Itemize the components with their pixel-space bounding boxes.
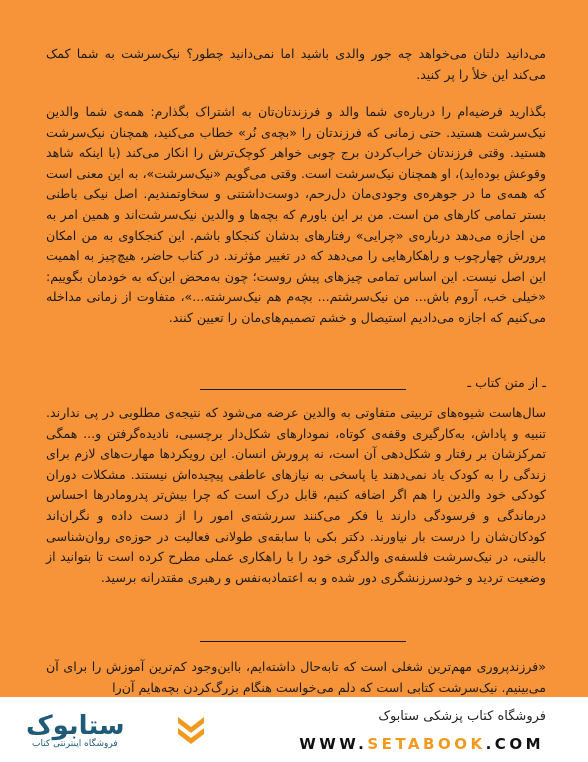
book-description-paragraph: سال‌هاست شیوه‌های تربیتی متفاوتی به والدین عرضه می‌شود که نتیجه‌ی مطلوبی در پی ندارند. تنبیه و پاداش، به‌کارگیری وقفه‌ی کوتاه، نمودارهای شکل‌دار برچسبی، نادیده‌گرفتن و... همگی تمرکزشان بر رفتار و شکل‌دهی آن است، نه پرورش انسان. این رویکردها مهارت‌های لازم برای زندگی را به کودک یاد نمی‌دهند یا پاسخی به نیازهای عاطفی پیچیده‌اش نیستند. مشکلات دوران کودکی خود والدین را هم اگر اضافه کنیم، قابل درک است که چرا بیش‌تر پدرومادرها احساس درماندگی و فرسودگی دارند یا فکر می‌کنند سررشته‌ی امور را از دست داده و نگران‌اند کودکان‌شان را درست بار نیاورند. دکتر بکی با سابقه‌ی طولانی فعالیت در حوزه‌ی روان‌شناسی بالینی، در نیک‌سرشت فلسفه‌ی والدگری خود را با راهکاری عملی مطرح کرده است تا بتوانید از وضعیت تردید و خودسرزنشگری دور شده و به اعتمادبه‌نفس و رهبری مقتدرانه برسید. [46, 405, 546, 585]
store-logo [26, 703, 201, 757]
store-url-prefix: WWW. [299, 735, 368, 753]
store-logo-text: ستابوک [26, 711, 125, 741]
testimonial-paragraph: «فرزندپروری مهم‌ترین شغلی است که تابه‌حال داشته‌ایم، با‌این‌وجود کم‌ترین آموزش را برای آن می‌بینیم. نیک‌سرشت کتابی است که دلم می‌خواست هنگام بزرگ‌کردن بچه‌هایم آن‌را [46, 659, 546, 695]
store-logo-tagline: فروشگاه اینترنتی کتاب [32, 739, 118, 749]
chevron-logo-icon [176, 715, 206, 747]
store-watermark-banner [0, 697, 588, 762]
intro-paragraph: می‌دانید دلتان می‌خواهد چه جور والدی باشید اما نمی‌دانید چطور؟ نیک‌سرشت به شما کمک می‌کند این خلأ را پر کنید. [46, 46, 546, 82]
store-url[interactable] [299, 735, 544, 753]
store-title: فروشگاه کتاب پزشکی ستابوک [378, 709, 546, 724]
store-url-brand: SETABOOK [367, 735, 486, 753]
book-excerpt-paragraph: بگذارید فرضیه‌ام را درباره‌ی شما والد و فرزندتان‌تان به اشتراک بگذارم: همه‌ی شما والدین نیک‌سرشت هستید. حتی زمانی که فرزندتان را «بچه‌ی نُر» خطاب می‌کنید، همچنان نیک‌سرشت هستید. وقتی فرزندتان خراب‌کردن برج چوبی خواهر کوچک‌ترش را انکار می‌کند (با اینکه شاهد وقوعش بوده‌اید)، او همچنان نیک‌سرشت است. وقتی می‌گویم «نیک‌سرشت»، به این معنی است که همه‌ی ما در جوهره‌ی وجودی‌مان دل‌رحم، دوست‌داشتنی و سخاوتمندیم. اصل نیکی باطنی بستر تمامی کارهای من است. من بر این باورم که بچه‌ها و والدین نیک‌سرشت‌اند و همین امر به من اجازه می‌دهد درباره‌ی «چرایی» رفتارهای بدشان کنجکاو باشم. این کنجکاوی به من امکان پرورش چهارچوب و راهکارهایی را می‌دهد که در تغییر مؤثرند. در کتاب حاضر، هیچ‌چیز به اهمیت این اصل نیست. این اساس تمامی چیزهای پیش روست؛ چون به‌محض این‌که به خودمان بگوییم: «خیلی خب، آروم باش... من نیک‌سرشتم... بچه‌م هم نیک‌سرشته...»، متفاوت از زمانی مداخله می‌کنیم که اجازه می‌دادیم استیصال و خشم تصمیم‌های‌مان را تعیین کنند. [46, 104, 546, 325]
store-url-suffix: .COM [485, 735, 544, 753]
section-divider [200, 389, 406, 390]
excerpt-source-label: ـ از متن کتاب ـ [467, 375, 546, 390]
section-divider [200, 641, 406, 642]
